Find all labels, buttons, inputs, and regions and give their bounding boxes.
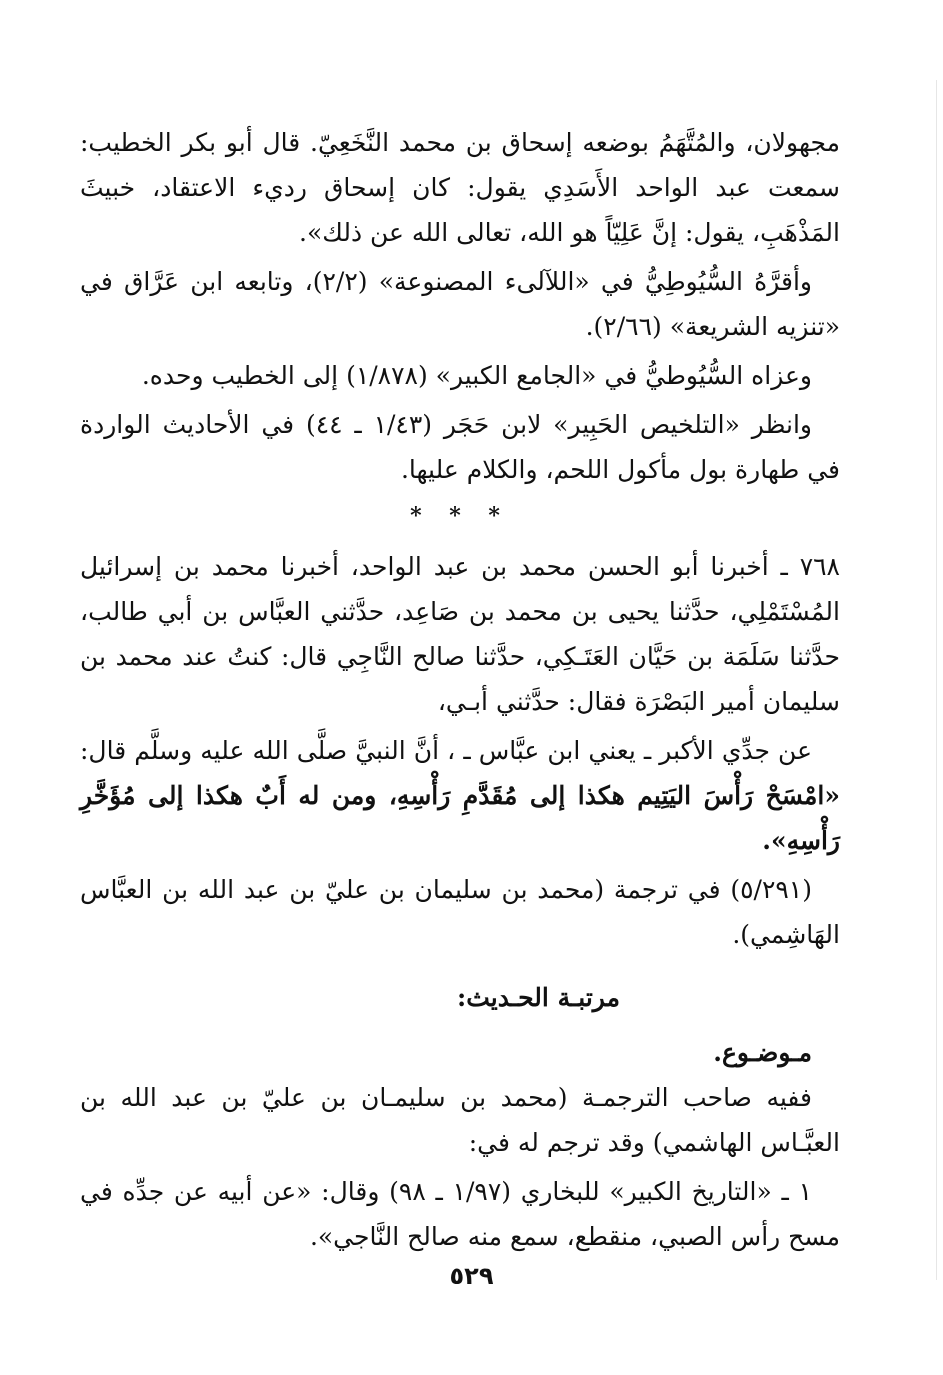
paragraph-footnote-continuation: مجهولان، والمُتَّهَمُ بوضعه إسحاق بن محمد النَّخَعِيّ. قال أبو بكر الخطيب: سمعت عبد الواحد الأَسَدِي يقول: كان إسحاق رديء الاعتقاد، خبيثَ المَذْهَبِ، يقول: إنَّ عَلِيّاً هو الله، تعالى الله عن ذلك». <box>80 128 840 247</box>
hadith-quote: «امْسَحْ رَأْسَ اليَتِيم هكذا إلى مُقَدَّمِ رَأْسِهِ، ومن له أَبٌ هكذا إلى مُؤَخَّرِ رَأْسِهِ». <box>80 781 840 855</box>
section-separator: * * * <box>410 503 510 529</box>
paragraph-bukhari-reference: ١ ـ «التاريخ الكبير» للبخاري (١/٩٧ ـ ٩٨) وقال: «عن أبيه عن جدِّه في مسح رأس الصبي، منقطع، سمع منه صالح النَّاجي». <box>80 1177 840 1251</box>
paragraph-see-also: وانظر «التلخيص الحَبِير» لابن حَجَر (١/٤٣ ـ ٤٤) في الأحاديث الواردة في طهارة بول مأكول اللحم، والكلام عليها. <box>80 410 840 484</box>
paragraph-grade-reason: ففيه صاحب الترجمـة (محمد بن سليمـان بن عليّ بن عبد الله بن العبَّـاس الهاشمي) وقد ترجم له في: <box>80 1083 840 1157</box>
paragraph-hadith-chain: ٧٦٨ ـ أخبرنا أبو الحسن محمد بن عبد الواحد، أخبرنا محمد بن إسرائيل المُسْتَمْلِي، حدَّثنا يحيى بن محمد بن صَاعِد، حدَّثني العبَّاس بن أبي طالب، حدَّثنا سَلَمَة بن حَيَّان العَتَـكِي، حدَّثنا صالح النَّاجِي قال: كنتُ عند محمد بن سليمان أمير البَصْرَة فقال: حدَّثني أبـي، <box>80 552 840 716</box>
paragraph-suyuti-confirmation: وأقرَّهُ السُّيُوطِيُّ في «اللآلىء المصنوعة» (٢/٢)، وتابعه ابن عَرَّاق في «تنزيه الشريعة» (٢/٦٦). <box>80 267 840 341</box>
section-heading-grade: مرتبـة الحـديث: <box>456 983 620 1012</box>
paragraph-hadith-text <box>80 728 840 863</box>
paragraph-source-reference: (٥/٢٩١) في ترجمة (محمد بن سليمان بن عليّ بن عبد الله بن العبَّاس الهَاشِمي). <box>80 875 840 949</box>
paragraph-suyuti-attribution: وعزاه السُّيُوطيُّ في «الجامع الكبير» (١/٨٧٨) إلى الخطيب وحده. <box>141 361 812 390</box>
hadith-intro: عن جدِّي الأكبر ـ يعني ابن عبَّاس ـ ، أنَّ النبيَّ صلَّى الله عليه وسلَّم قال: <box>80 736 812 765</box>
grade-label: مـوضـوع. <box>713 1038 812 1067</box>
page-number: ٥٢٩ <box>449 1262 494 1290</box>
page-edge-line <box>936 80 937 1280</box>
page-body <box>80 120 840 1263</box>
